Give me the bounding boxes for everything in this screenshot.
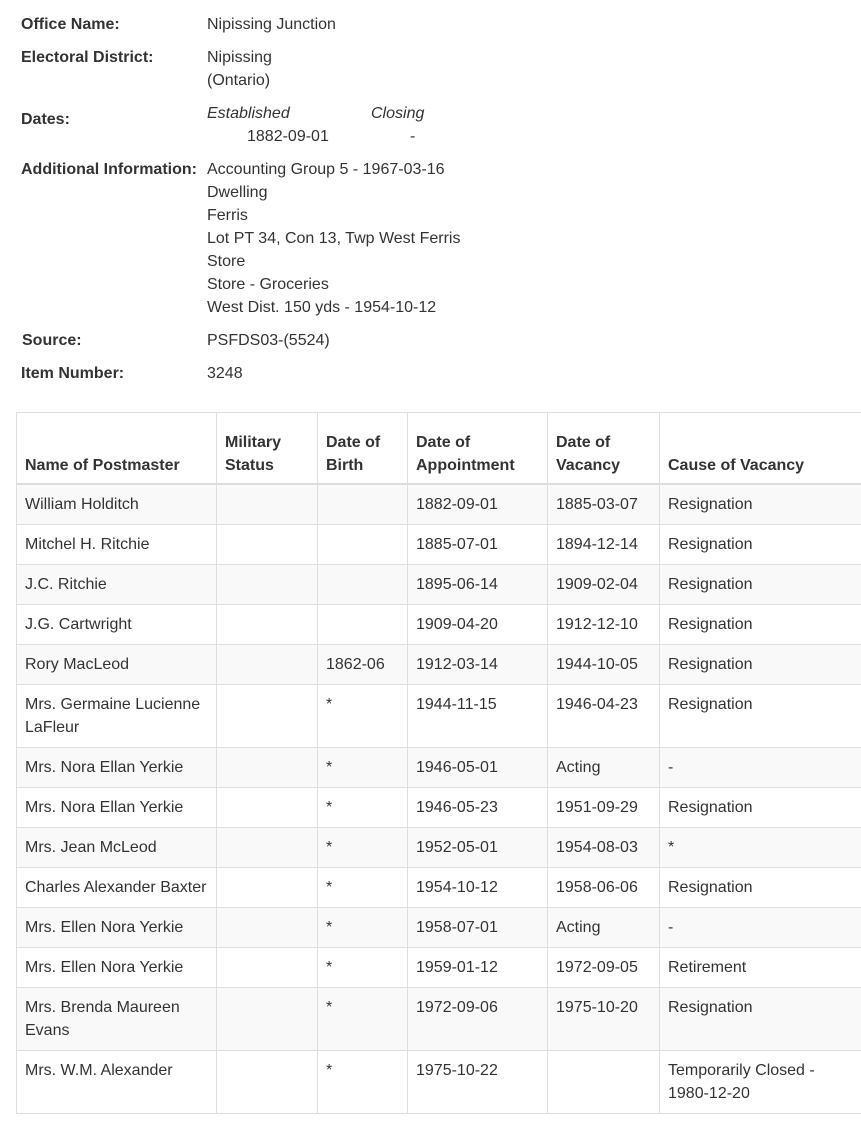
established-date: 1882-09-01 bbox=[247, 128, 329, 145]
date-of-birth-cell: * bbox=[318, 908, 408, 948]
header-cause-of-vacancy: Cause of Vacancy bbox=[660, 413, 861, 485]
table-row bbox=[17, 788, 861, 828]
postmaster-name-cell: Mrs. Jean McLeod bbox=[17, 828, 217, 868]
military-status-cell bbox=[217, 685, 318, 748]
military-status-cell bbox=[217, 1051, 318, 1114]
additional-info-item: West Dist. 150 yds - 1954-10-12 bbox=[207, 299, 437, 316]
date-of-appointment-cell: 1954-10-12 bbox=[408, 868, 548, 908]
closing-date: - bbox=[410, 128, 416, 145]
date-of-vacancy-cell: 1894-12-14 bbox=[548, 525, 660, 565]
postmaster-name-cell: Mrs. Nora Ellan Yerkie bbox=[17, 788, 217, 828]
date-of-birth-cell: * bbox=[318, 1051, 408, 1114]
office-name-value: Nipissing Junction bbox=[207, 16, 336, 33]
table-row bbox=[17, 1051, 861, 1114]
date-of-vacancy-cell: 1946-04-23 bbox=[548, 685, 660, 748]
date-of-vacancy-cell: 1909-02-04 bbox=[548, 565, 660, 605]
date-of-appointment-cell: 1975-10-22 bbox=[408, 1051, 548, 1114]
office-info bbox=[0, 0, 861, 410]
electoral-district-value bbox=[207, 46, 272, 92]
date-of-birth-cell: * bbox=[318, 828, 408, 868]
military-status-cell bbox=[217, 748, 318, 788]
table-row bbox=[17, 908, 861, 948]
cause-of-vacancy-cell: - bbox=[660, 748, 861, 788]
military-status-cell bbox=[217, 788, 318, 828]
postmasters-table bbox=[16, 412, 861, 1114]
table-row bbox=[17, 868, 861, 908]
additional-info-item: Dwelling bbox=[207, 184, 268, 201]
date-of-birth-cell: * bbox=[318, 868, 408, 908]
cause-of-vacancy-cell: Resignation bbox=[660, 685, 861, 748]
date-of-appointment-cell: 1959-01-12 bbox=[408, 948, 548, 988]
date-of-appointment-cell: 1972-09-06 bbox=[408, 988, 548, 1051]
date-of-appointment-cell: 1944-11-15 bbox=[408, 685, 548, 748]
postmaster-name-cell: Mitchel H. Ritchie bbox=[17, 525, 217, 565]
date-of-birth-cell bbox=[318, 565, 408, 605]
postmaster-name-cell: J.C. Ritchie bbox=[17, 565, 217, 605]
item-number-value: 3248 bbox=[207, 365, 243, 382]
postmaster-name-cell: Charles Alexander Baxter bbox=[17, 868, 217, 908]
postmaster-name-cell: Mrs. Ellen Nora Yerkie bbox=[17, 908, 217, 948]
date-of-birth-cell: * bbox=[318, 748, 408, 788]
military-status-cell bbox=[217, 988, 318, 1051]
additional-info-item: Store bbox=[207, 253, 246, 270]
additional-information-list bbox=[207, 158, 460, 319]
cause-of-vacancy-cell: Resignation bbox=[660, 484, 861, 525]
cause-of-vacancy-cell: Retirement bbox=[660, 948, 861, 988]
date-of-birth-cell: * bbox=[318, 685, 408, 748]
additional-info-item: Lot PT 34, Con 13, Twp West Ferris bbox=[207, 230, 461, 247]
cause-of-vacancy-cell: Resignation bbox=[660, 645, 861, 685]
date-of-appointment-cell: 1912-03-14 bbox=[408, 645, 548, 685]
date-of-appointment-cell: 1909-04-20 bbox=[408, 605, 548, 645]
military-status-cell bbox=[217, 948, 318, 988]
date-of-appointment-cell: 1895-06-14 bbox=[408, 565, 548, 605]
item-number-label: Item Number: bbox=[21, 365, 125, 382]
table-row bbox=[17, 685, 861, 748]
postmaster-name-cell: William Holditch bbox=[17, 484, 217, 525]
date-of-appointment-cell: 1958-07-01 bbox=[408, 908, 548, 948]
table-row bbox=[17, 525, 861, 565]
cause-of-vacancy-cell: Resignation bbox=[660, 988, 861, 1051]
cause-of-vacancy-cell: - bbox=[660, 908, 861, 948]
cause-of-vacancy-cell: Resignation bbox=[660, 605, 861, 645]
district-name: Nipissing bbox=[207, 49, 272, 66]
date-of-appointment-cell: 1882-09-01 bbox=[408, 484, 548, 525]
date-of-vacancy-cell: 1951-09-29 bbox=[548, 788, 660, 828]
table-row bbox=[17, 948, 861, 988]
postmaster-name-cell: Mrs. Ellen Nora Yerkie bbox=[17, 948, 217, 988]
table-row bbox=[17, 988, 861, 1051]
district-province: (Ontario) bbox=[207, 72, 271, 89]
date-of-appointment-cell: 1952-05-01 bbox=[408, 828, 548, 868]
military-status-cell bbox=[217, 525, 318, 565]
established-heading: Established bbox=[207, 105, 290, 122]
table-row bbox=[17, 748, 861, 788]
military-status-cell bbox=[217, 828, 318, 868]
date-of-vacancy-cell: 1975-10-20 bbox=[548, 988, 660, 1051]
military-status-cell bbox=[217, 868, 318, 908]
date-of-vacancy-cell: 1972-09-05 bbox=[548, 948, 660, 988]
header-military-status: Military Status bbox=[217, 413, 318, 485]
date-of-vacancy-cell: Acting bbox=[548, 748, 660, 788]
postmaster-name-cell: Mrs. Nora Ellan Yerkie bbox=[17, 748, 217, 788]
military-status-cell bbox=[217, 908, 318, 948]
electoral-district-label: Electoral District: bbox=[21, 49, 154, 66]
table-row bbox=[17, 828, 861, 868]
date-of-vacancy-cell: 1912-12-10 bbox=[548, 605, 660, 645]
date-of-birth-cell bbox=[318, 484, 408, 525]
date-of-appointment-cell: 1946-05-23 bbox=[408, 788, 548, 828]
date-of-appointment-cell: 1885-07-01 bbox=[408, 525, 548, 565]
postmaster-name-cell: Mrs. Brenda Maureen Evans bbox=[17, 988, 217, 1051]
date-of-birth-cell bbox=[318, 525, 408, 565]
additional-info-item: Ferris bbox=[207, 207, 248, 224]
closing-heading: Closing bbox=[371, 105, 425, 122]
header-date-of-birth: Date of Birth bbox=[318, 413, 408, 485]
table-row bbox=[17, 565, 861, 605]
date-of-vacancy-cell: 1954-08-03 bbox=[548, 828, 660, 868]
table-row bbox=[17, 645, 861, 685]
date-of-birth-cell: 1862-06 bbox=[318, 645, 408, 685]
date-of-vacancy-cell: Acting bbox=[548, 908, 660, 948]
military-status-cell bbox=[217, 605, 318, 645]
cause-of-vacancy-cell: Resignation bbox=[660, 525, 861, 565]
table-row bbox=[17, 484, 861, 525]
date-of-birth-cell: * bbox=[318, 948, 408, 988]
postmaster-name-cell: Rory MacLeod bbox=[17, 645, 217, 685]
military-status-cell bbox=[217, 565, 318, 605]
header-date-of-vacancy: Date of Vacancy bbox=[548, 413, 660, 485]
military-status-cell bbox=[217, 645, 318, 685]
cause-of-vacancy-cell: Resignation bbox=[660, 565, 861, 605]
additional-info-item: Accounting Group 5 - 1967-03-16 bbox=[207, 161, 445, 178]
date-of-birth-cell: * bbox=[318, 788, 408, 828]
header-date-of-appointment: Date of Appointment bbox=[408, 413, 548, 485]
date-of-birth-cell bbox=[318, 605, 408, 645]
table-row bbox=[17, 605, 861, 645]
date-of-vacancy-cell bbox=[548, 1051, 660, 1114]
date-of-birth-cell: * bbox=[318, 988, 408, 1051]
military-status-cell bbox=[217, 484, 318, 525]
date-of-vacancy-cell: 1958-06-06 bbox=[548, 868, 660, 908]
table-header-row bbox=[17, 413, 861, 485]
header-name-of-postmaster: Name of Postmaster bbox=[17, 413, 217, 485]
date-of-appointment-cell: 1946-05-01 bbox=[408, 748, 548, 788]
dates-label: Dates: bbox=[21, 111, 70, 128]
postmaster-name-cell: Mrs. W.M. Alexander bbox=[17, 1051, 217, 1114]
date-of-vacancy-cell: 1885-03-07 bbox=[548, 484, 660, 525]
additional-information-label: Additional Information: bbox=[21, 161, 197, 178]
cause-of-vacancy-cell: Resignation bbox=[660, 788, 861, 828]
table-body bbox=[17, 484, 861, 1114]
office-name-label: Office Name: bbox=[21, 16, 120, 33]
cause-of-vacancy-cell: * bbox=[660, 828, 861, 868]
postmaster-name-cell: Mrs. Germaine Lucienne LaFleur bbox=[17, 685, 217, 748]
postmaster-name-cell: J.G. Cartwright bbox=[17, 605, 217, 645]
cause-of-vacancy-cell: Resignation bbox=[660, 868, 861, 908]
additional-info-item: Store - Groceries bbox=[207, 276, 329, 293]
date-of-vacancy-cell: 1944-10-05 bbox=[548, 645, 660, 685]
cause-of-vacancy-cell: Temporarily Closed - 1980-12-20 bbox=[660, 1051, 861, 1114]
source-value: PSFDS03-(5524) bbox=[207, 332, 330, 349]
source-label: Source: bbox=[22, 332, 82, 349]
